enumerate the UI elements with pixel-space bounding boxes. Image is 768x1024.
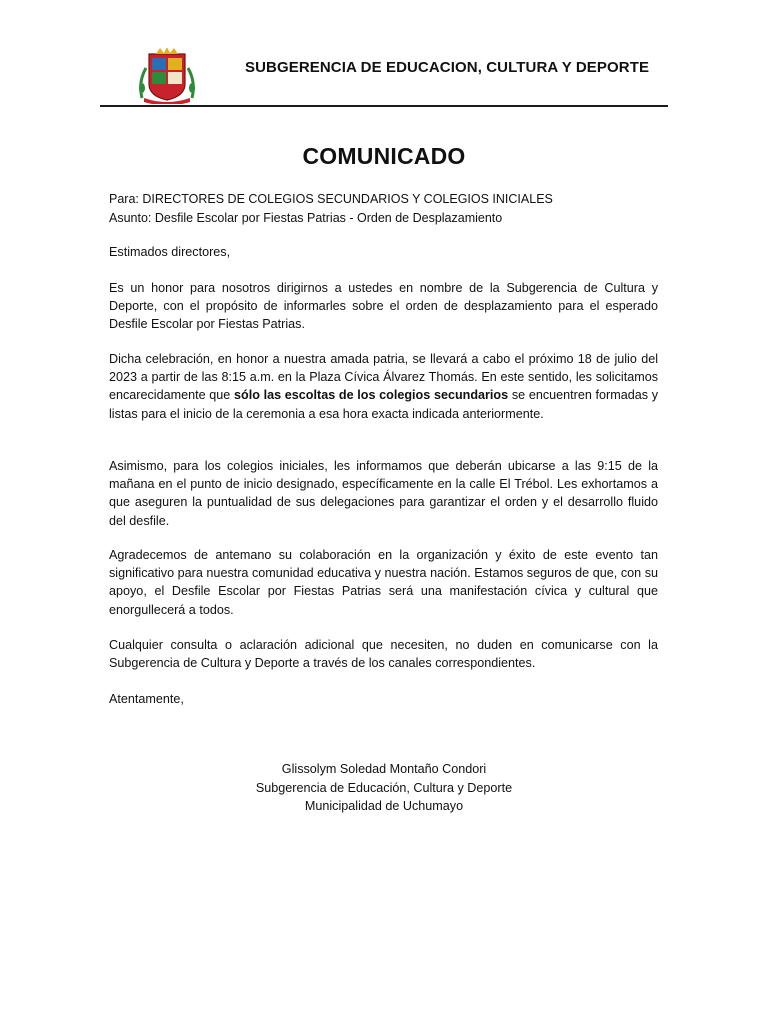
to-line: Para: DIRECTORES DE COLEGIOS SECUNDARIOS Y COLEGIOS INICIALES	[109, 192, 553, 206]
addressee-block	[109, 190, 553, 228]
office-header-title: SUBGERENCIA DE EDUCACION, CULTURA Y DEPORTE	[245, 59, 650, 76]
signatory-name: Glissolym Soledad Montaño Condori	[281, 762, 487, 776]
paragraph-contact: Cualquier consulta o aclaración adicional que necesiten, no duden en comunicarse con la Subgerencia de Cultura y Deporte a través de los canales correspondientes.	[109, 638, 658, 671]
signatory-institution: Municipalidad de Uchumayo	[304, 799, 464, 813]
closing: Atentamente,	[109, 692, 184, 706]
paragraph-intro: Es un honor para nosotros dirigirnos a ustedes en nombre de la Subgerencia de Cultura y Deporte, con el propósito de informarles sobre el orden de desplazamiento para el esperado Desfile Escolar por Fiestas Patrias.	[109, 281, 658, 332]
municipal-coat-of-arms-icon	[136, 48, 198, 104]
document-title: COMUNICADO	[302, 143, 466, 169]
header-divider	[100, 105, 668, 107]
subject-line: Asunto: Desfile Escolar por Fiestas Patrias - Orden de Desplazamiento	[109, 211, 503, 225]
paragraph-schedule-end: se encuentren formadas y listas para el inicio de la ceremonia a esa hora exacta indicada anteriormente.	[109, 388, 659, 421]
letterhead	[100, 40, 668, 106]
paragraph-schedule-emphasis: sólo las escoltas de los colegios secundarios	[234, 388, 509, 403]
salutation: Estimados directores,	[109, 245, 231, 259]
signature-block	[0, 760, 768, 816]
paragraph-schedule-initial: Asimismo, para los colegios iniciales, les informamos que deberán ubicarse a las 9:15 de la mañana en el punto de inicio designado, específicamente en la calle El Trébol. Les exhortamos a que aseguren la puntualidad de sus delegaciones para garantizar el orden y el desarrollo fluido del desfile.	[109, 459, 658, 528]
paragraph-schedule-secondary	[109, 350, 658, 423]
paragraph-thanks: Agradecemos de antemano su colaboración en la organización y éxito de este evento tan significativo para nuestra comunidad educativa y nuestra nación. Estamos seguros de que, con su apoyo, el Desfile Escolar por Fiestas Patrias será una manifestación cívica y cultural que enorgullecerá a todos.	[109, 548, 658, 617]
paragraph-schedule-start: Dicha celebración, en honor a nuestra amada patria, se llevará a cabo el próximo 18 de julio del 2023 a partir de las 8:15 a.m. en la Plaza Cívica Álvarez Thomás. En este sentido, les solicitamos encarecidamente que	[109, 352, 658, 403]
signatory-office: Subgerencia de Educación, Cultura y Deporte	[255, 780, 513, 795]
